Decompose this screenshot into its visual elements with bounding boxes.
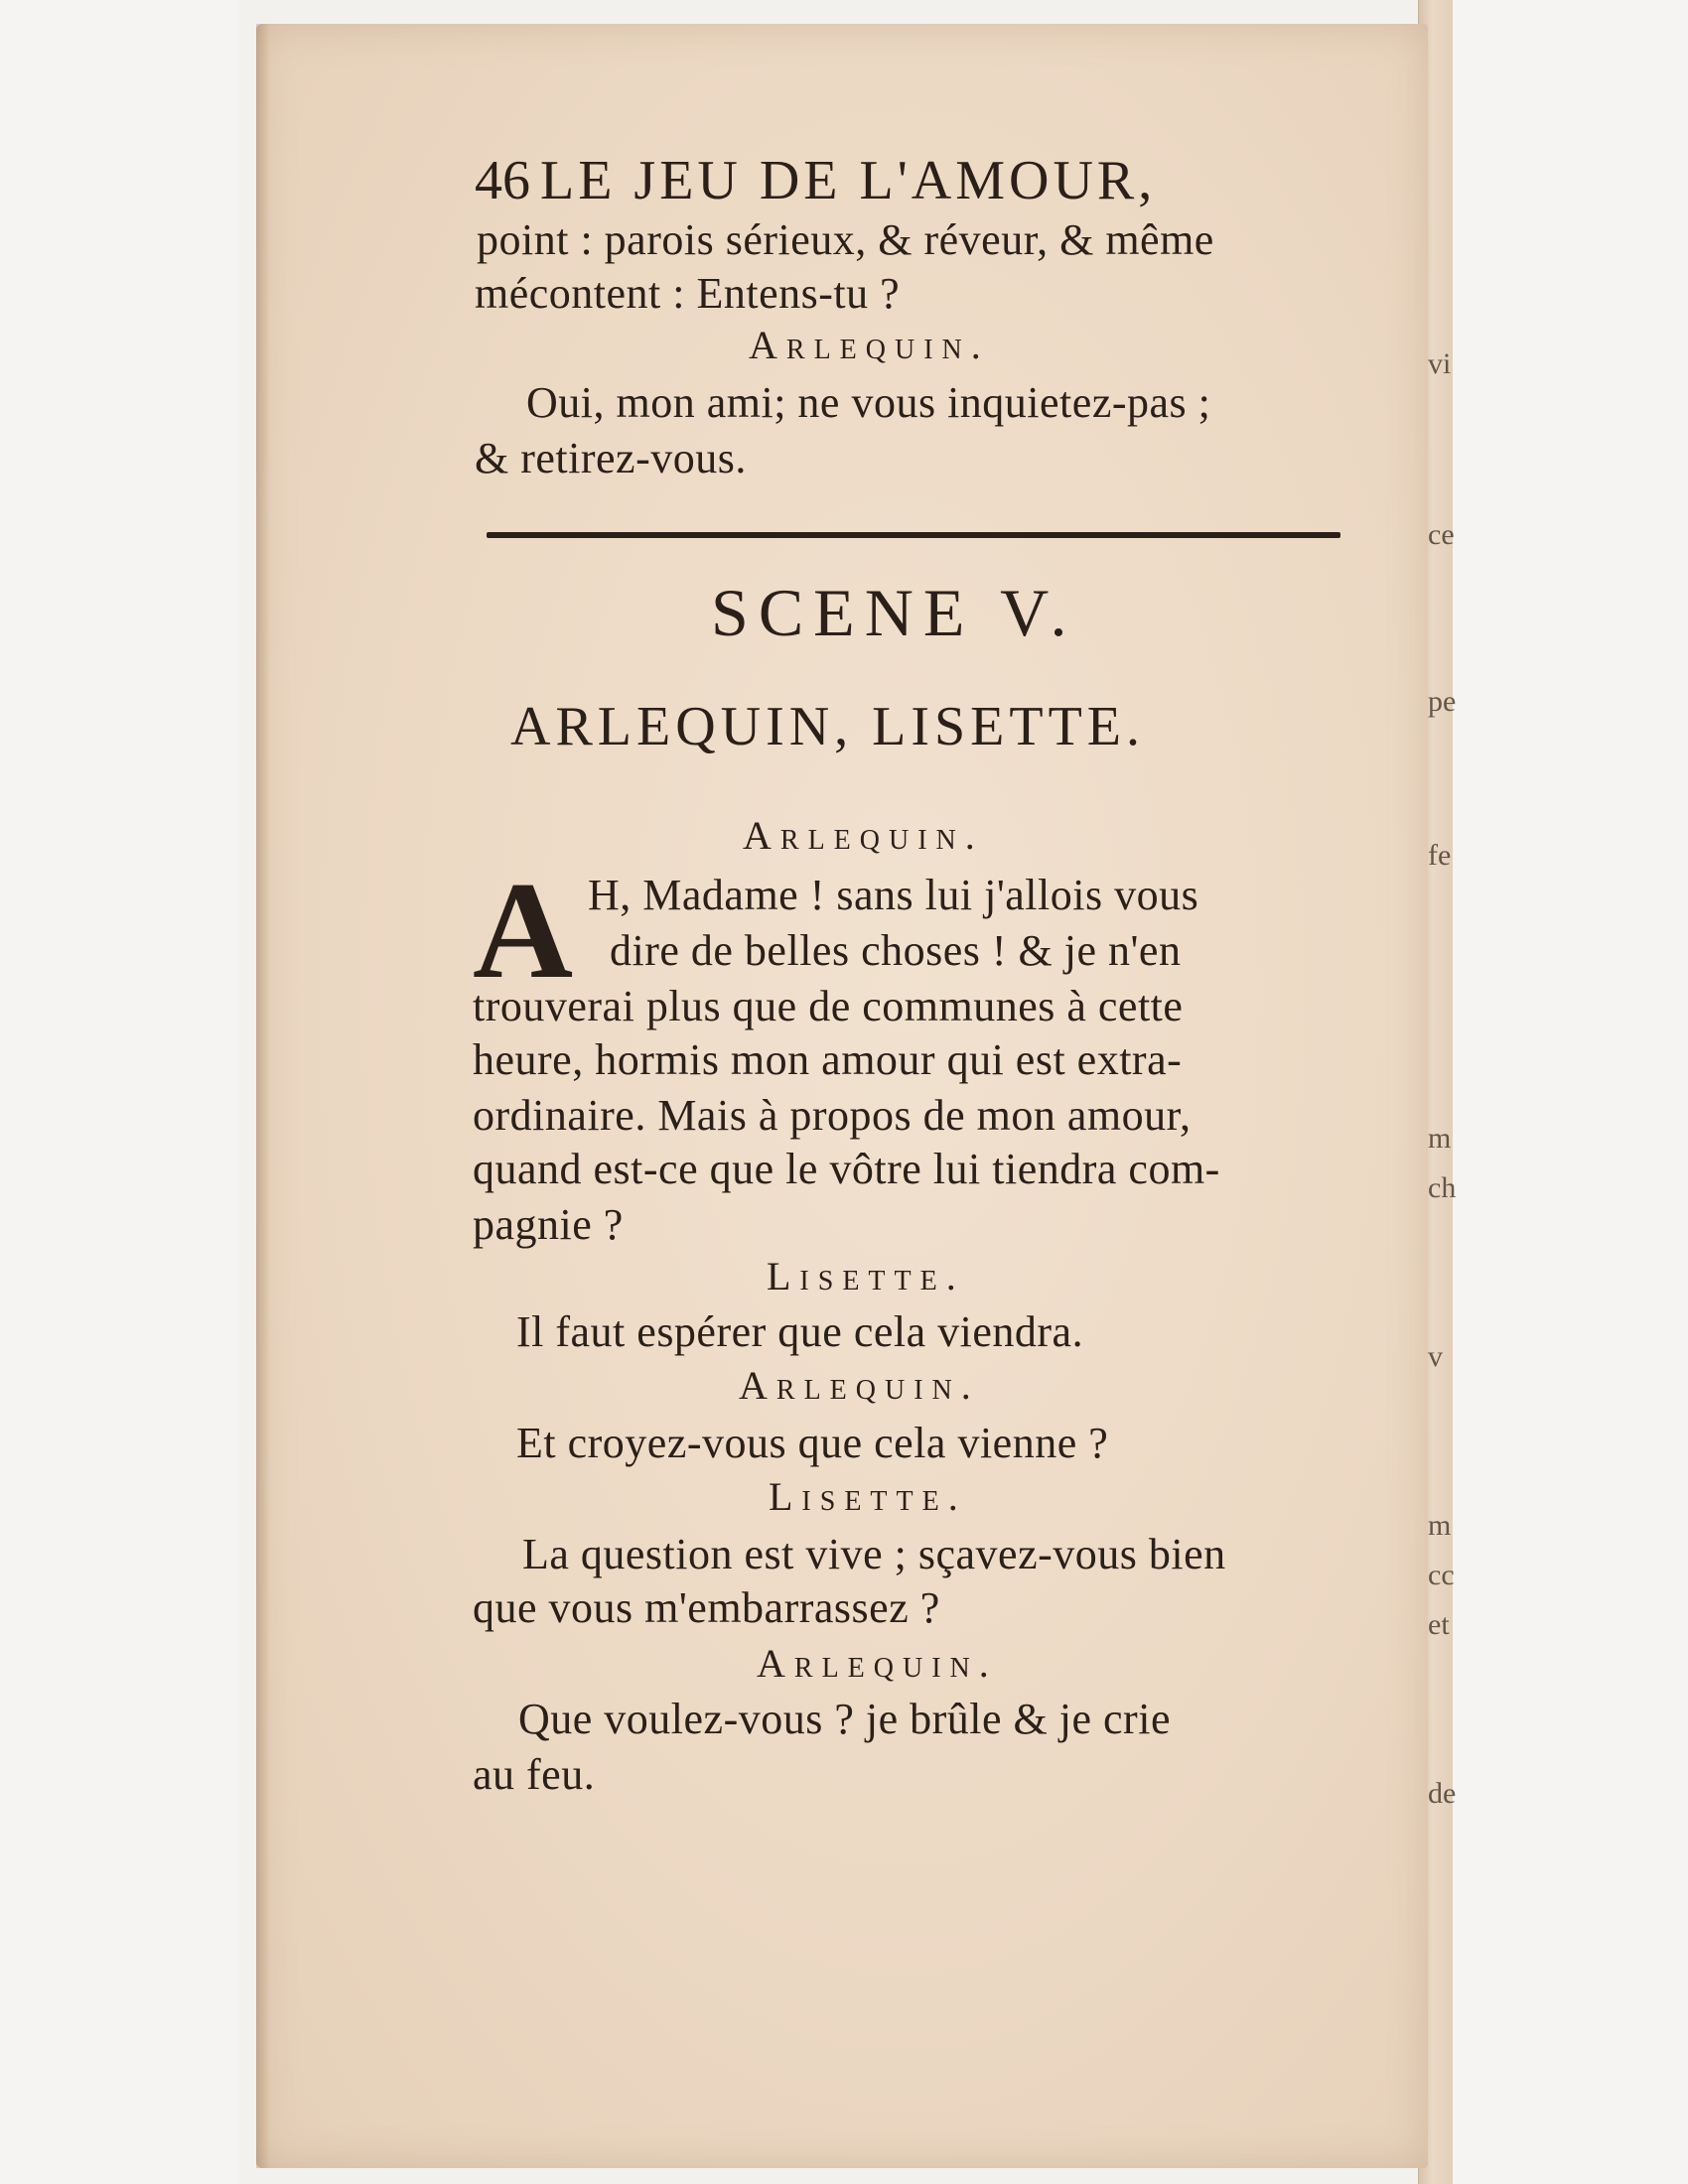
scan-background-right (1445, 0, 1688, 2184)
edge-letter: fe (1428, 839, 1452, 872)
text-line: ordinaire. Mais à propos de mon amour, (473, 1091, 1192, 1140)
speaker-name: Arlequin. (749, 323, 990, 367)
speaker-name: Lisette. (769, 1474, 967, 1519)
text-line: & retirez-vous. (475, 434, 747, 482)
edge-letter: v (1428, 1340, 1443, 1373)
text-line: trouverai plus que de communes à cette (473, 982, 1184, 1030)
running-head (475, 149, 1156, 212)
text-line: Que voulez-vous ? je brûle & je crie (518, 1695, 1171, 1743)
edge-letter: cc (1428, 1559, 1455, 1591)
drop-capital: A (473, 854, 574, 1008)
speaker-name: Arlequin. (757, 1641, 998, 1686)
scan-background-left (0, 0, 238, 2184)
running-title: LE JEU DE L'AMOUR, (540, 150, 1157, 211)
text-line: au feu. (473, 1750, 596, 1799)
edge-letter: vi (1428, 347, 1452, 380)
edge-letter: m (1428, 1509, 1452, 1542)
scene-cast: ARLEQUIN, LISETTE. (510, 696, 1146, 757)
text-line: Oui, mon ami; ne vous inquietez-pas ; (526, 378, 1211, 427)
text-line: pagnie ? (473, 1200, 624, 1249)
edge-letter: ch (1428, 1171, 1457, 1204)
text-line: H, Madame ! sans lui j'allois vous (588, 871, 1199, 919)
speaker-name: Lisette. (767, 1254, 965, 1298)
text-line: que vous m'embarrassez ? (473, 1583, 940, 1632)
text-line: mécontent : Entens-tu ? (475, 269, 901, 318)
text-line: dire de belles choses ! & je n'en (610, 926, 1182, 975)
scene-title: SCENE V. (711, 575, 1077, 650)
edge-letter: de (1428, 1777, 1457, 1810)
edge-letter: m (1428, 1122, 1452, 1155)
speaker-name: Arlequin. (743, 813, 984, 858)
speaker-name: Arlequin. (739, 1363, 980, 1408)
text-line: heure, hormis mon amour qui est extra- (473, 1035, 1183, 1084)
text-line: point : parois sérieux, & réveur, & même (477, 215, 1214, 264)
text-line: Il faut espérer que cela viendra. (516, 1307, 1084, 1356)
text-line: La question est vive ; sçavez-vous bien (522, 1530, 1226, 1578)
page-number: 46 (475, 150, 530, 211)
edge-letter: ce (1428, 518, 1455, 551)
text-line: Et croyez-vous que cela vienne ? (516, 1419, 1109, 1467)
edge-letter: et (1428, 1608, 1450, 1641)
scene-divider-rule (487, 532, 1340, 538)
edge-letter: pe (1428, 685, 1457, 718)
text-line: quand est-ce que le vôtre lui tiendra com- (473, 1145, 1220, 1193)
